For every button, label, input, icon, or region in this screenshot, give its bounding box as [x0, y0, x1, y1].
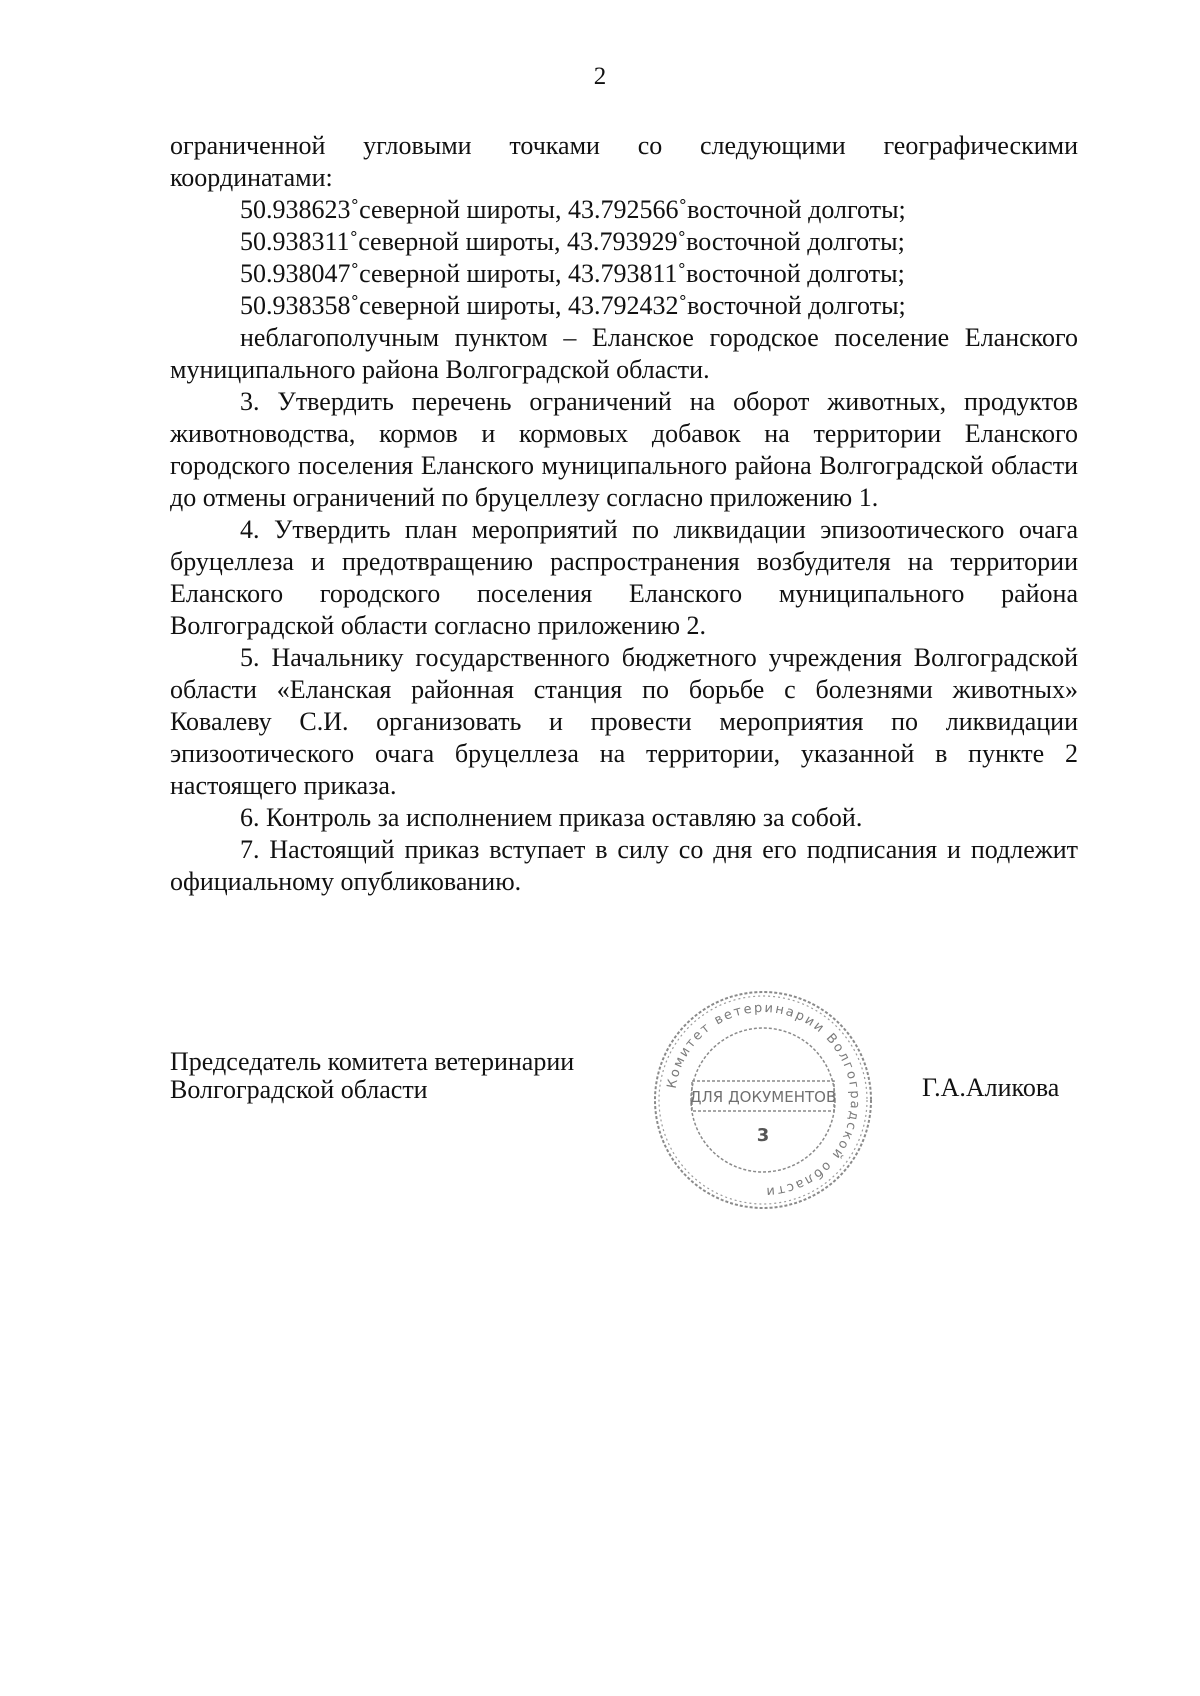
paragraph-item-4: 4. Утвердить план мероприятий по ликвидации эпизоотического очага бруцеллеза и предотвращению распространения возбудителя на территории Еланского городского поселения Еланского муниципального района Волгоградской области согласно приложению 2. [170, 515, 1078, 640]
page-number: 2 [593, 63, 607, 90]
paragraph-intro: ограниченной угловыми точками со следующими географическими координатами: [170, 131, 1078, 192]
signer-position-line-2: Волгоградской области [170, 1075, 428, 1104]
paragraph-item-6: 6. Контроль за исполнением приказа оставляю за собой. [240, 803, 863, 832]
paragraph-item-5: 5. Начальнику государственного бюджетного учреждения Волгоградской области «Еланская районная станция по борьбе с болезнями животных» Ковалеву С.И. организовать и провести мероприятия по ликвидации эпизоотического очага бруцеллеза на территории, указанной в пункте 2 настоящего приказа. [170, 643, 1078, 800]
signer-name: Г.А.Аликова [922, 1073, 1060, 1102]
official-stamp [648, 985, 878, 1215]
document-body [170, 130, 1078, 898]
coordinate-line: 50.938311˚северной широты, 43.793929˚восточной долготы; [240, 227, 905, 256]
paragraph-unfavorable-point: неблагополучным пунктом – Еланское городское поселение Еланского муниципального района Волгоградской области. [170, 323, 1078, 384]
coordinate-line: 50.938623˚северной широты, 43.792566˚восточной долготы; [240, 195, 906, 224]
signer-position-line-1: Председатель комитета ветеринарии [170, 1047, 575, 1076]
stamp-ring-text: Комитет ветеринарии Волгоградской области [664, 1000, 863, 1200]
stamp-number: 3 [756, 1125, 770, 1146]
coordinate-line: 50.938358˚северной широты, 43.792432˚восточной долготы; [240, 291, 906, 320]
signer-position [170, 1048, 574, 1104]
coordinate-line: 50.938047˚северной широты, 43.793811˚восточной долготы; [240, 259, 905, 288]
paragraph-item-3: 3. Утвердить перечень ограничений на оборот животных, продуктов животноводства, кормов и кормовых добавок на территории Еланского городского поселения Еланского муниципального района Волгоградской области до отмены ограничений по бруцеллезу согласно приложению 1. [170, 387, 1078, 512]
stamp-center-text: ДЛЯ ДОКУМЕНТОВ [689, 1088, 837, 1106]
paragraph-item-7: 7. Настоящий приказ вступает в силу со дня его подписания и подлежит официальному опубликованию. [170, 835, 1078, 896]
